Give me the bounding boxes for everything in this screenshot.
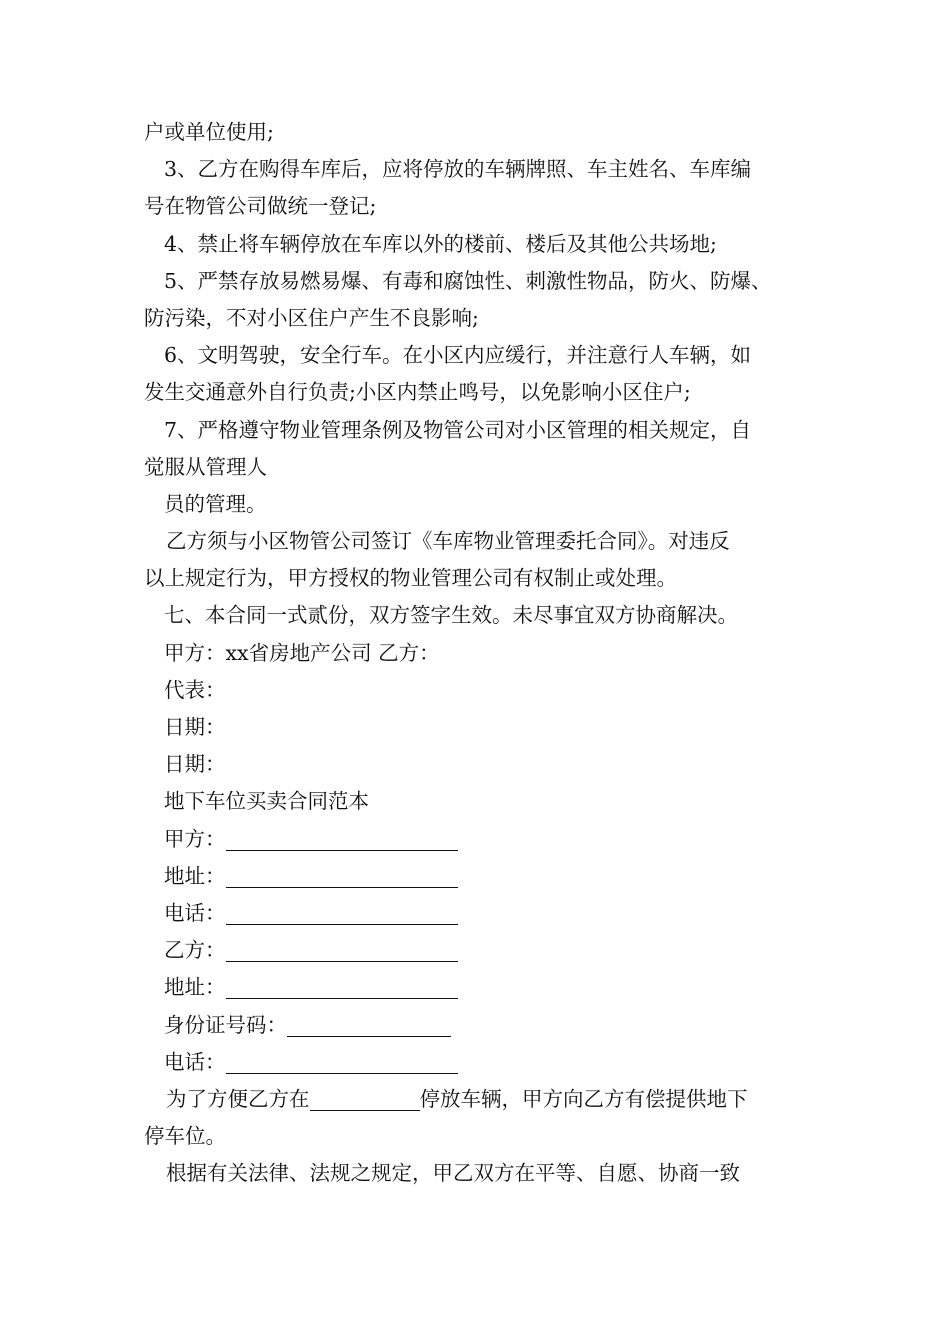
- location-blank[interactable]: [310, 1084, 420, 1111]
- form-field-phone-a: [144, 895, 824, 932]
- fill-in-blank[interactable]: [226, 861, 458, 888]
- contract-title: 地下车位买卖合同范本: [164, 789, 369, 814]
- field-label: 电话：: [164, 1049, 226, 1074]
- legal-basis-line: 根据有关法律、法规之规定，甲乙双方在平等、自愿、协商一致: [166, 1161, 740, 1186]
- clause-7-line-3: 员的管理。: [164, 491, 267, 516]
- fill-in-blank[interactable]: [226, 972, 458, 999]
- clause-4: 4、禁止将车辆停放在车库以外的楼前、楼后及其他公共场地;: [164, 231, 717, 256]
- field-label: 地址：: [164, 975, 226, 1000]
- paragraph-line: 以上规定行为，甲方授权的物业管理公司有权制止或处理。: [144, 566, 677, 591]
- section-7-line: 七、本合同一式贰份，双方签字生效。未尽事宜双方协商解决。: [164, 603, 738, 628]
- field-label: 身份证号码：: [164, 1012, 287, 1037]
- fill-in-blank[interactable]: [287, 1010, 451, 1037]
- field-label: 乙方：: [164, 938, 226, 963]
- form-field-party-b: [144, 932, 824, 969]
- fill-in-blank[interactable]: [226, 824, 458, 851]
- contract-text: [144, 114, 824, 1192]
- form-field-address-b: [144, 969, 824, 1006]
- purpose-line-1: [144, 1081, 824, 1118]
- clause-6-line-2: 发生交通意外自行负责;小区内禁止鸣号，以免影响小区住户;: [144, 380, 691, 405]
- date-line: 日期：: [164, 752, 226, 777]
- fill-in-blank[interactable]: [226, 898, 458, 925]
- date-line: 日期：: [164, 715, 226, 739]
- clause-5-line-1: 5、严禁存放易燃易爆、有毒和腐蚀性、刺激性物品，防火、防爆、: [164, 268, 772, 293]
- form-field-phone-b: [144, 1044, 824, 1081]
- party-a-signature-line: 甲方：xx省房地产公司 乙方：: [164, 640, 440, 665]
- fill-in-blank[interactable]: [226, 935, 458, 962]
- clause-7-line-2: 觉服从管理人: [144, 454, 267, 479]
- text-fragment: 为了方便乙方在: [166, 1086, 310, 1111]
- fill-in-blank[interactable]: [226, 1047, 458, 1074]
- field-label: 电话：: [164, 900, 226, 925]
- field-label: 地址：: [164, 863, 226, 888]
- text-line: 户或单位使用;: [144, 120, 274, 144]
- text-fragment: 停放车辆，甲方向乙方有偿提供地下: [419, 1086, 748, 1111]
- clause-5-line-2: 防污染，不对小区住户产生不良影响;: [144, 305, 479, 330]
- clause-7-line-1: 7、严格遵守物业管理条例及物管公司对小区管理的相关规定，自: [164, 417, 752, 442]
- clause-3-line-2: 号在物管公司做统一登记;: [144, 194, 377, 219]
- clause-3-line-1: 3、乙方在购得车库后，应将停放的车辆牌照、车主姓名、车库编: [164, 157, 752, 182]
- form-field-party-a: [144, 821, 824, 858]
- form-field-id-number: [144, 1007, 824, 1044]
- representative-line: 代表：: [164, 677, 226, 702]
- purpose-line-2: 停车位。: [144, 1124, 226, 1149]
- form-field-address-a: [144, 858, 824, 895]
- clause-6-line-1: 6、文明驾驶，安全行车。在小区内应缓行，并注意行人车辆，如: [164, 343, 752, 368]
- paragraph-line: 乙方须与小区物管公司签订《车库物业管理委托合同》。对违反: [166, 529, 730, 554]
- field-label: 甲方：: [164, 826, 226, 851]
